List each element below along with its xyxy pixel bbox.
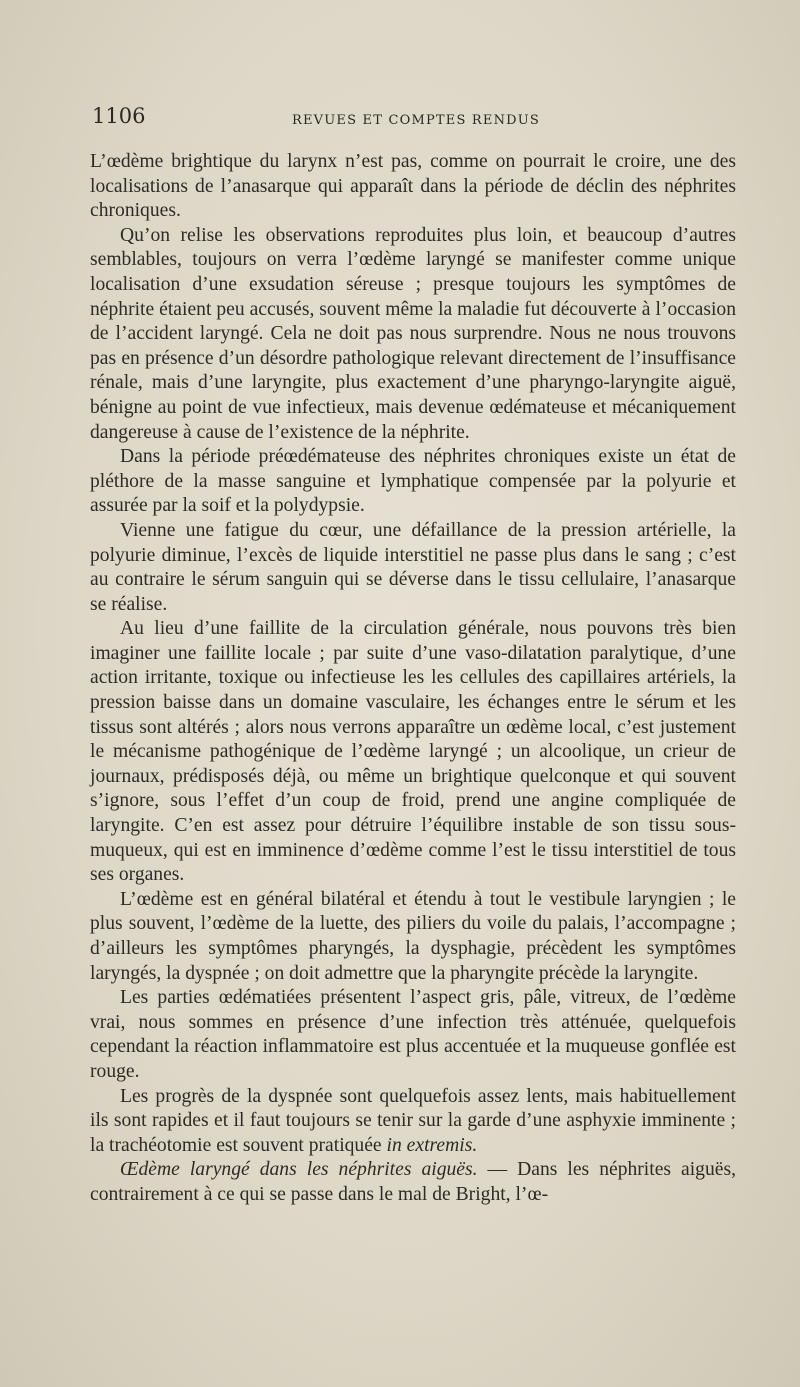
paragraph-text: — Dans les néphrites aiguës, contrairement à ce qui se passe dans le mal de Bright, l’œ- xyxy=(90,1159,736,1205)
paragraph xyxy=(90,986,736,1084)
paragraph-text: L’œdème brightique du larynx n’est pas, comme on pourrait le croire, une des localisations de l’anasarque qui apparaît dans la période de déclin des néphrites chroniques. xyxy=(90,151,736,222)
paragraph-text: Dans la période préœdémateuse des néphrites chroniques existe un état de pléthore de la masse sanguine et lymphatique compensée par la polyurie et assurée par la soif et la polydypsie. xyxy=(90,446,736,517)
paragraph-text: Au lieu d’une faillite de la circulation générale, nous pouvons très bien imaginer une faillite locale ; par suite d’une vaso-dilatation paralytique, d’une action irritante, toxique ou infectieuse les les cellules des capillaires artériels, la pression baisse dans un domaine vasculaire, les échanges entre le sérum et les tissus sont altérés ; alors nous verrons apparaître un œdème local, c’est justement le mécanisme pathogénique de l’œdème laryngé ; un alcoolique, un crieur de journaux, prédisposés déjà, ou même un brightique quelconque et qui souvent s’ignore, sous l’effet d’un coup de froid, prend une angine compliquée de laryngite. C’en est assez pour détruire l’équilibre instable de son tissu sous-muqueux, qui est en imminence d’œdème comme l’est le tissu interstitiel de tous ses organes. xyxy=(90,618,736,886)
paragraph xyxy=(90,888,736,986)
paragraph xyxy=(90,1085,736,1159)
italic-phrase: in extremis. xyxy=(386,1134,478,1156)
paragraph-text: Les progrès de la dyspnée sont quelquefois assez lents, mais habituellement ils sont rapides et il faut toujours se tenir sur la garde d’une asphyxie imminente ; la trachéotomie est souvent pratiquée xyxy=(90,1085,736,1156)
body-text xyxy=(90,150,736,1208)
section-heading-inline: Œdème laryngé dans les néphrites aiguës. xyxy=(120,1159,478,1181)
paragraph-text: Les parties œdématiées présentent l’aspect gris, pâle, vitreux, de l’œdème vrai, nous sommes en présence d’une infection très atténuée, quelquefois cependant la réaction inflammatoire est plus accentuée et la muqueuse gonflée est rouge. xyxy=(90,987,736,1082)
paragraph xyxy=(90,519,736,617)
paragraph-text: Qu’on relise les observations reproduites plus loin, et beaucoup d’autres semblables, toujours on verra l’œdème laryngé se manifester comme unique localisation d’une exsudation séreuse ; presque toujours les symptômes de néphrite étaient peu accusés, souvent même la maladie fut découverte à l’occasion de l’accident laryngé. Cela ne doit pas nous surprendre. Nous ne nous trouvons pas en présence d’un désordre pathologique relevant directement de l’insuffisance rénale, mais d’une laryngite, plus exactement d’une pharyngo-laryngite aiguë, bénigne au point de vue infectieux, mais devenue œdémateuse et mécaniquement dangereuse à cause de l’existence de la néphrite. xyxy=(90,224,736,443)
paragraph xyxy=(90,1158,736,1207)
running-title: REVUES ET COMPTES RENDUS xyxy=(292,113,541,128)
page-header xyxy=(92,104,736,134)
paragraph-text: L’œdème est en général bilatéral et étendu à tout le vestibule laryngien ; le plus souvent, l’œdème de la luette, des piliers du voile du palais, l’accompagne ; d’ailleurs les symptômes pharyngés, la dysphagie, précèdent les symptômes laryngés, la dyspnée ; on doit admettre que la pharyngite précède la laryngite. xyxy=(90,888,736,984)
paragraph xyxy=(90,617,736,888)
paragraph-text: Vienne une fatigue du cœur, une défaillance de la pression artérielle, la polyurie diminue, l’excès de liquide interstitiel ne passe plus dans le sang ; c’est au contraire le sérum sanguin qui se déverse dans le tissu cellulaire, l’anasarque se réalise. xyxy=(90,519,736,615)
page-number: 1106 xyxy=(92,104,146,128)
paragraph xyxy=(90,150,736,224)
paragraph xyxy=(90,445,736,519)
paragraph xyxy=(90,224,736,445)
